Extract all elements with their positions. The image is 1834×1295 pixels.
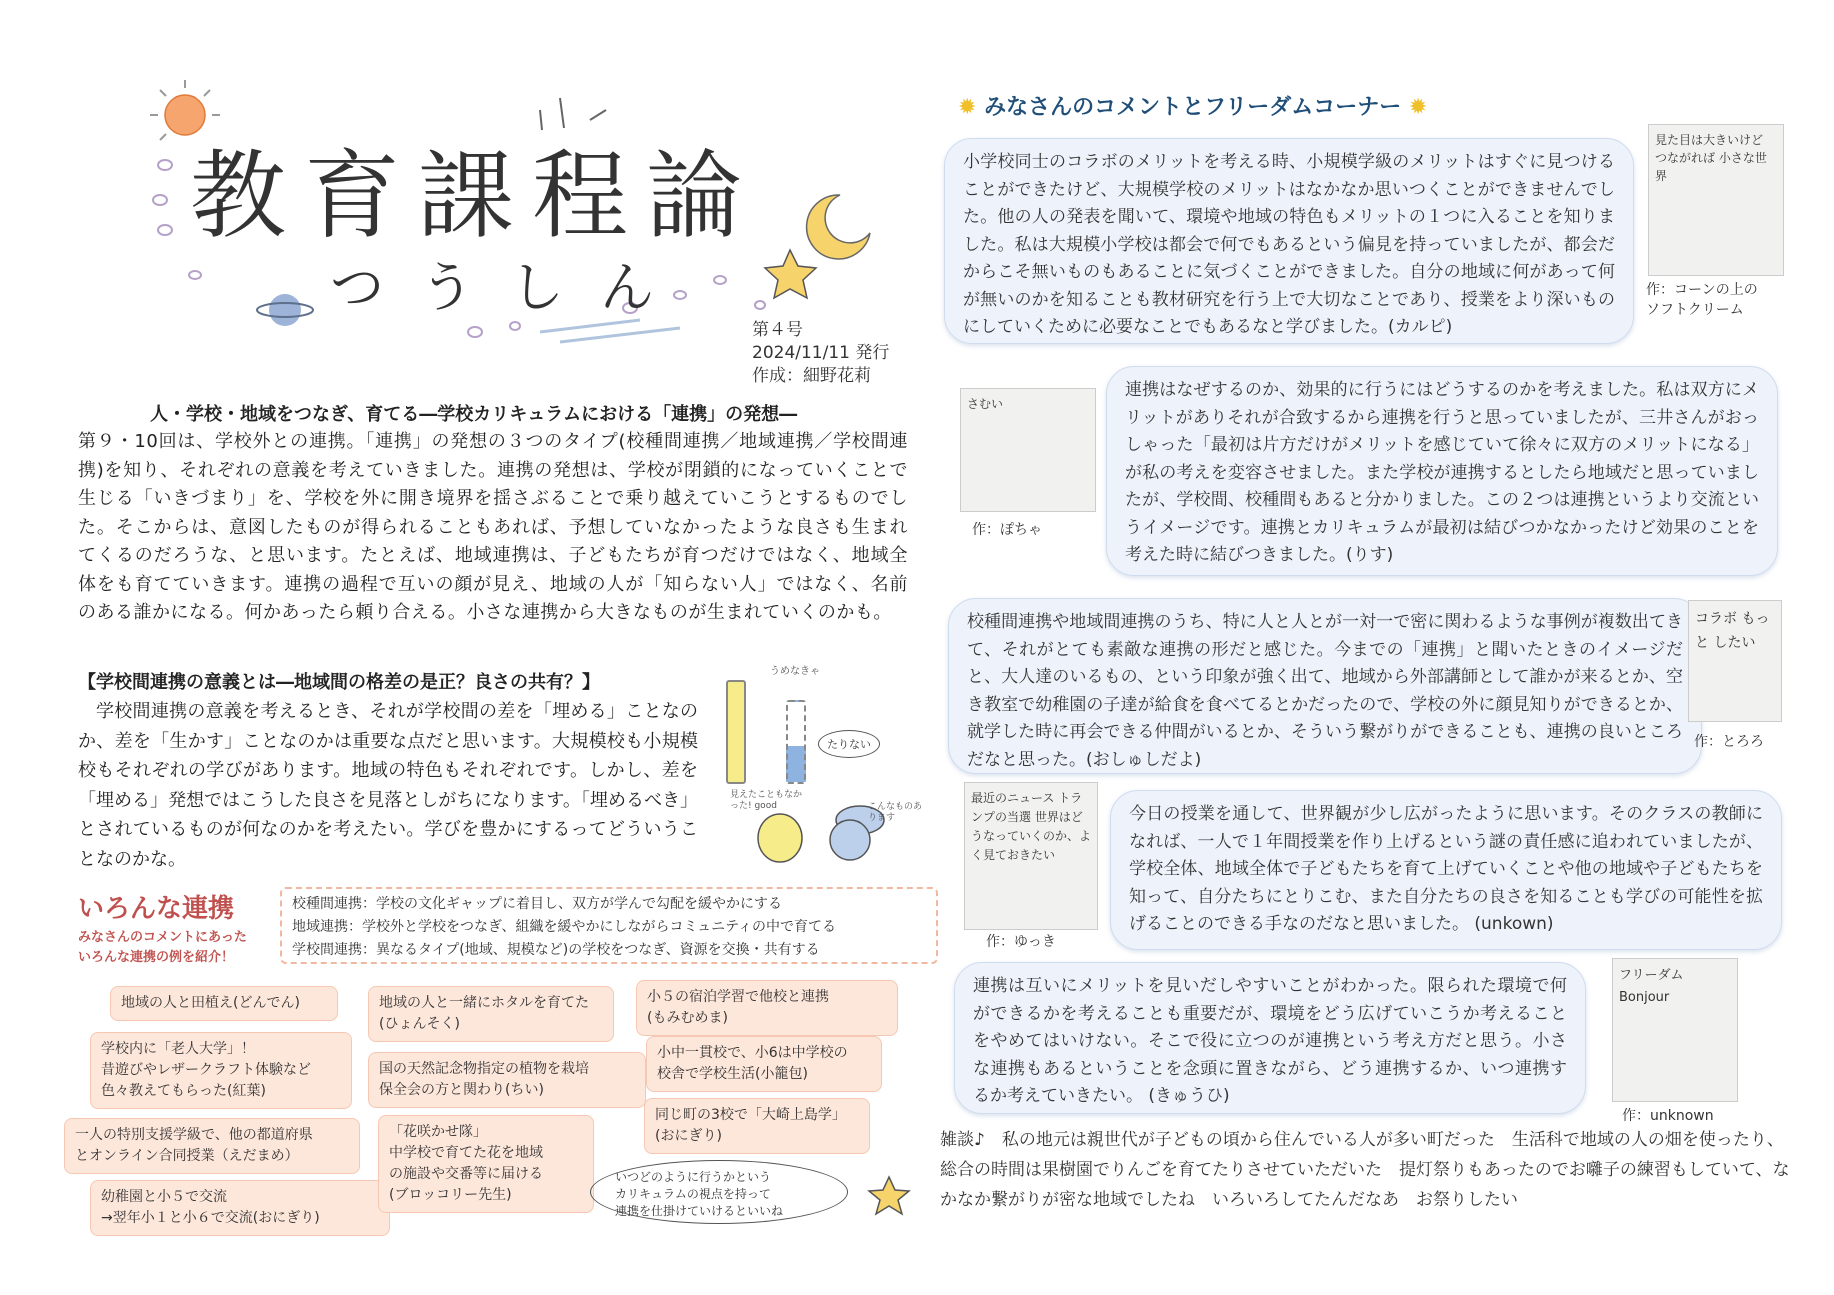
comment-box: 校種間連携や地域間連携のうち、特に人と人とが一対一で密に関わるような事例が複数出てきて、それがとても素敵な連携の形だと感じた。今までの「連携」と聞いたときのイメージだと、大人達のいるもの、という印象が強く出て、地域から外部講師として誰かが来るとか、空き教室で幼稚園の子達が給食を食べてるとかだったので、学校の外に顔見知りができるとか、就学した時に再会できる仲間がいるとか、そういう繋がりができることも、連携の良いところだなと思った。(おしゅしだよ) <box>948 598 1702 774</box>
doodle-konnamono: こんなものあります <box>868 802 923 823</box>
newsletter-subtitle: つうしん <box>330 256 690 319</box>
speech-bubble: いつどのように行うかという カリキュラムの視点を持って 連携を仕掛けていけるといいね <box>590 1160 848 1224</box>
example-chip: 小５の宿泊学習で他校と連携 (もみむめま) <box>636 980 898 1036</box>
drawing <box>1688 600 1782 722</box>
drawing-text: フリーダム Bonjour <box>1619 968 1684 1005</box>
collab-subtitle-2: いろんな連携の例を紹介！ <box>78 950 235 965</box>
example-chip: 小中一貫校で、小6は中学校の 校舎で学校生活(小籠包) <box>646 1036 882 1092</box>
issue-number: 第４号 <box>752 320 803 340</box>
tube-full <box>726 680 746 784</box>
section-heading: 【学校間連携の意義とは―地域間の格差の是正？良さの共有？】 <box>78 672 600 693</box>
drawing-caption: 作：とろろ <box>1694 734 1764 750</box>
collab-title: いろんな連携 <box>78 894 235 924</box>
comment-box: 今日の授業を通して、世界観が少し広がったように思います。そのクラスの教師になれば、一人で１年間授業を作り上げるという謎の責任感に追われていましたが、学校全体、地域全体で子どもたちを育て上げていくことや他の地域や子どもたちを知って、自分たちにとりこむ、また自分たちの良さを知ることも学びの可能性を拡げることのできる手なのだなと思いました。 (unkown) <box>1110 790 1782 950</box>
author: 作成：細野花莉 <box>752 366 871 386</box>
moon-icon <box>807 195 870 259</box>
section-body: 学校間連携の意義を考えるとき、それが学校間の差を「埋める」ことなのか、差を「生かす」ことなのかは重要な点だと思います。大規模校も小規模校もそれぞれの学びがあります。地域の特色もそれぞれです。しかし、差を「埋める」発想ではこうした良さを見落としがちになります。「埋めるべき」とされているものが何なのかを考えたい。学びを豊かにするってどういうことなのかな。 <box>78 701 698 870</box>
drawing <box>960 388 1096 512</box>
example-chip: 学校内に「老人大学」！ 昔遊びやレザークラフト体験など 色々教えてもらった(紅葉) <box>90 1032 352 1109</box>
doodle-good: 見えたこともなかった! good <box>730 790 803 811</box>
planet-icon <box>257 294 313 326</box>
sun-icon: ✹ <box>1408 95 1428 120</box>
article-headline: 人・学校・地域をつなぎ、育てる―学校カリキュラムにおける「連携」の発想― <box>150 404 798 425</box>
example-chip: 「花咲かせ隊」 中学校で育てた花を地域 の施設や交番等に届ける (ブロッコリー先生) <box>378 1115 594 1213</box>
definition-gakkoukan: 学校間連携：異なるタイプ(地域、規模など)の学校をつなぎ、資源を交換・共有する <box>292 942 820 958</box>
corner-title-text: みなさんのコメントとフリーダムコーナー <box>984 95 1402 120</box>
article-intro: 第９・10回は、学校外との連携。「連携」の発想の３つのタイプ(校種間連携／地域連携／学校間連携)を知り、それぞれの意義を考えていきました。連携の発想は、学校が閉鎖的になっていくことで生じる「いきづまり」を、学校を外に開き境界を揺さぶることで乗り越えていこうとするものでした。そこからは、意図したものが得られることもあれば、予想していなかったような良さも生まれてくるのだろうな、と思います。たとえば、地域連携は、子どもたちが育つだけではなく、地域全体をも育てていきます。連携の過程で互いの顔が見え、地域の人が「知らない人」ではなく、名前のある誰かになる。何かあったら頼り合える。小さな連携から大きなものが生まれていくのかも。 <box>78 431 908 623</box>
collab-subtitle-1: みなさんのコメントにあった <box>78 930 247 945</box>
example-chip: 同じ町の3校で「大崎上島学」 (おにぎり) <box>644 1098 870 1154</box>
example-chip: 一人の特別支援学級で、他の都道府県 とオンライン合同授業（えだまめ） <box>64 1118 360 1174</box>
definitions-box <box>280 887 938 964</box>
drawing-caption: 作：ゆっき <box>986 934 1056 950</box>
comment-box: 連携は互いにメリットを見いだしやすいことがわかった。限られた環境で何ができるかを考えることも重要だが、環境をどう広げていこうか考えることをやめてはいけない。そこで役に立つのが連携という考え方だと思う。小さな連携もあるということを念頭に置きながら、どう連携するか、いつ連携するか考えていきたい。 (きゅうひ) <box>954 962 1586 1114</box>
example-chip: 幼稚園と小５で交流 →翌年小１と小６で交流(おにぎり) <box>90 1180 390 1236</box>
drawing-text: コラボ もっと したい <box>1695 611 1770 651</box>
issue-date: 2024/11/11 発行 <box>752 343 890 363</box>
sun-icon: ✹ <box>958 95 977 120</box>
drawing-caption: 作：unknown <box>1622 1108 1714 1124</box>
star-character-icon <box>866 1175 912 1219</box>
doodle-umenakya: うめなきゃ <box>770 666 820 677</box>
speed-lines <box>540 320 680 342</box>
doodle-tarinai: たりない <box>818 730 880 758</box>
drawing <box>1648 124 1784 276</box>
drawing-text: さむい <box>967 397 1004 411</box>
drawing-text: 見た目は大きいけど つながれば 小さな世界 <box>1655 133 1767 183</box>
drawing <box>964 782 1098 930</box>
example-chip: 地域の人と一緒にホタルを育てた (ひょんそく) <box>368 986 614 1042</box>
tube-partial <box>786 700 806 784</box>
definition-koushukan: 校種間連携：学校の文化ギャップに着目し、双方が学んで勾配を緩やかにする <box>292 896 782 912</box>
corner-title <box>958 90 1427 121</box>
example-chip: 国の天然記念物指定の植物を栽培 保全会の方と関わり(ちい) <box>368 1052 646 1108</box>
drawing-caption: 作：コーンの上の ソフトクリーム <box>1646 282 1758 318</box>
drawing <box>1612 958 1738 1102</box>
star-icon <box>765 250 816 298</box>
drawing-text: 最近のニュース トランプの当選 世界はどうなっていくのか、よく見ておきたい <box>971 791 1092 862</box>
newsletter-title: 教育課程論 <box>190 140 760 252</box>
drawing-caption: 作：ぽちゃ <box>972 522 1042 538</box>
zatsudan-text: 雑談♪ 私の地元は親世代が子どもの頃から住んでいる人が多い町だった 生活科で地域の人の畑を使ったり、総合の時間は果樹園でりんごを育てたりさせていただいた 提灯祭りもあったのでお囃子の練習もしていて、なかなか繋がりが密な地域でしたね いろいろしてたんだなあ お祭りしたい <box>940 1130 1790 1210</box>
comment-box: 小学校同士のコラボのメリットを考える時、小規模学級のメリットはすぐに見つけることができたけど、大規模学校のメリットはなかなか思いつくことができませんでした。他の人の発表を聞いて、環境や地域の特色もメリットの１つに入ることを知りました。私は大規模小学校は都会で何でもあるという偏見を持っていましたが、都会だからこそ無いものもあることに気づくことができました。自分の地域に何があって何が無いのかを知ることも教材研究を行う上で大切なことであり、授業をより深いものにしていくために必要なことでもあるなと学びました。(カルピ) <box>944 138 1634 344</box>
definition-chiiki: 地域連携：学校外と学校をつなぎ、組織を緩やかにしながらコミュニティの中で育てる <box>292 919 837 935</box>
example-chip: 地域の人と田植え(どんでん) <box>110 986 338 1021</box>
comment-box: 連携はなぜするのか、効果的に行うにはどうするのかを考えました。私は双方にメリットがありそれが合致するから連携を行うと思っていましたが、三井さんがおっしゃった「最初は片方だけがメリットを感じていて徐々に双方のメリットになる」が私の考えを変容させました。また学校が連携するとしたら地域だと思っていましたが、学校間、校種間もあると分かりました。この２つは連携というより交流というイメージです。連携とカリキュラムが最初は結びつかなかったけど効果のことを考えた時に結びつきました。(りす) <box>1106 366 1778 576</box>
